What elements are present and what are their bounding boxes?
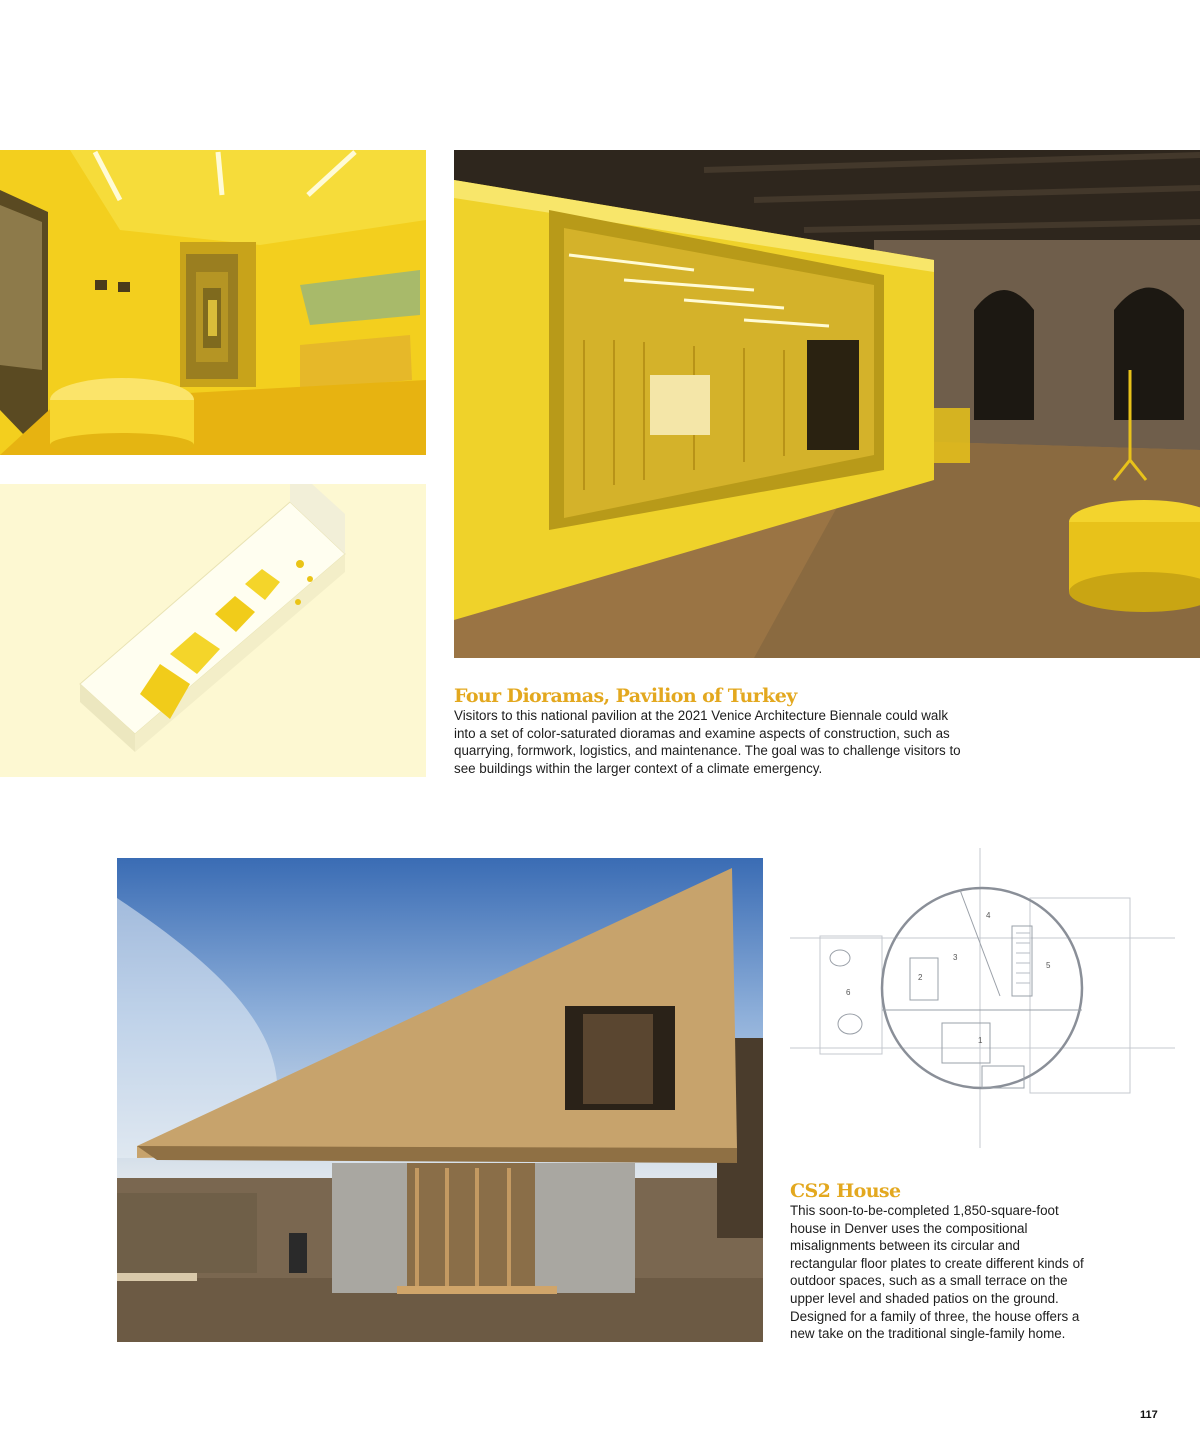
plan-room-1: 1 [978,1036,983,1045]
cs2-house-photo [117,858,763,1342]
diorama-caption-title: Four Dioramas, Pavilion of Turkey [454,685,797,707]
plan-room-4: 4 [986,911,991,920]
diorama-caption-body: Visitors to this national pavilion at the 2021 Venice Architecture Biennale could walk into a set of color-saturated dioramas and examine aspects of construction, such as quarrying, formwork, logistics, and maintenance. The goal was to challenge visitors to see buildings within the larger context of a climate emergency. [454,708,961,776]
floor-plan-drawing [790,848,1175,1148]
axonometric-model-photo [0,484,426,777]
plan-room-2: 2 [918,973,923,982]
page-number: 117 [1140,1409,1158,1421]
cs2-caption-title: CS2 House [790,1180,901,1202]
plan-room-5: 5 [1046,961,1051,970]
cs2-caption-body: This soon-to-be-completed 1,850-square-foot house in Denver uses the compositional misalignments between its circular and rectangular floor plates to create different kinds of outdoor spaces, such as a small terrace on the upper level and shaded patios on the ground. Designed for a family of three, the house offers a new take on the traditional single-family home. [790,1203,1084,1342]
diorama-room-photo [0,150,426,455]
plan-room-3: 3 [953,953,958,962]
pavilion-hall-photo [454,150,1200,658]
plan-room-6: 6 [846,988,851,997]
